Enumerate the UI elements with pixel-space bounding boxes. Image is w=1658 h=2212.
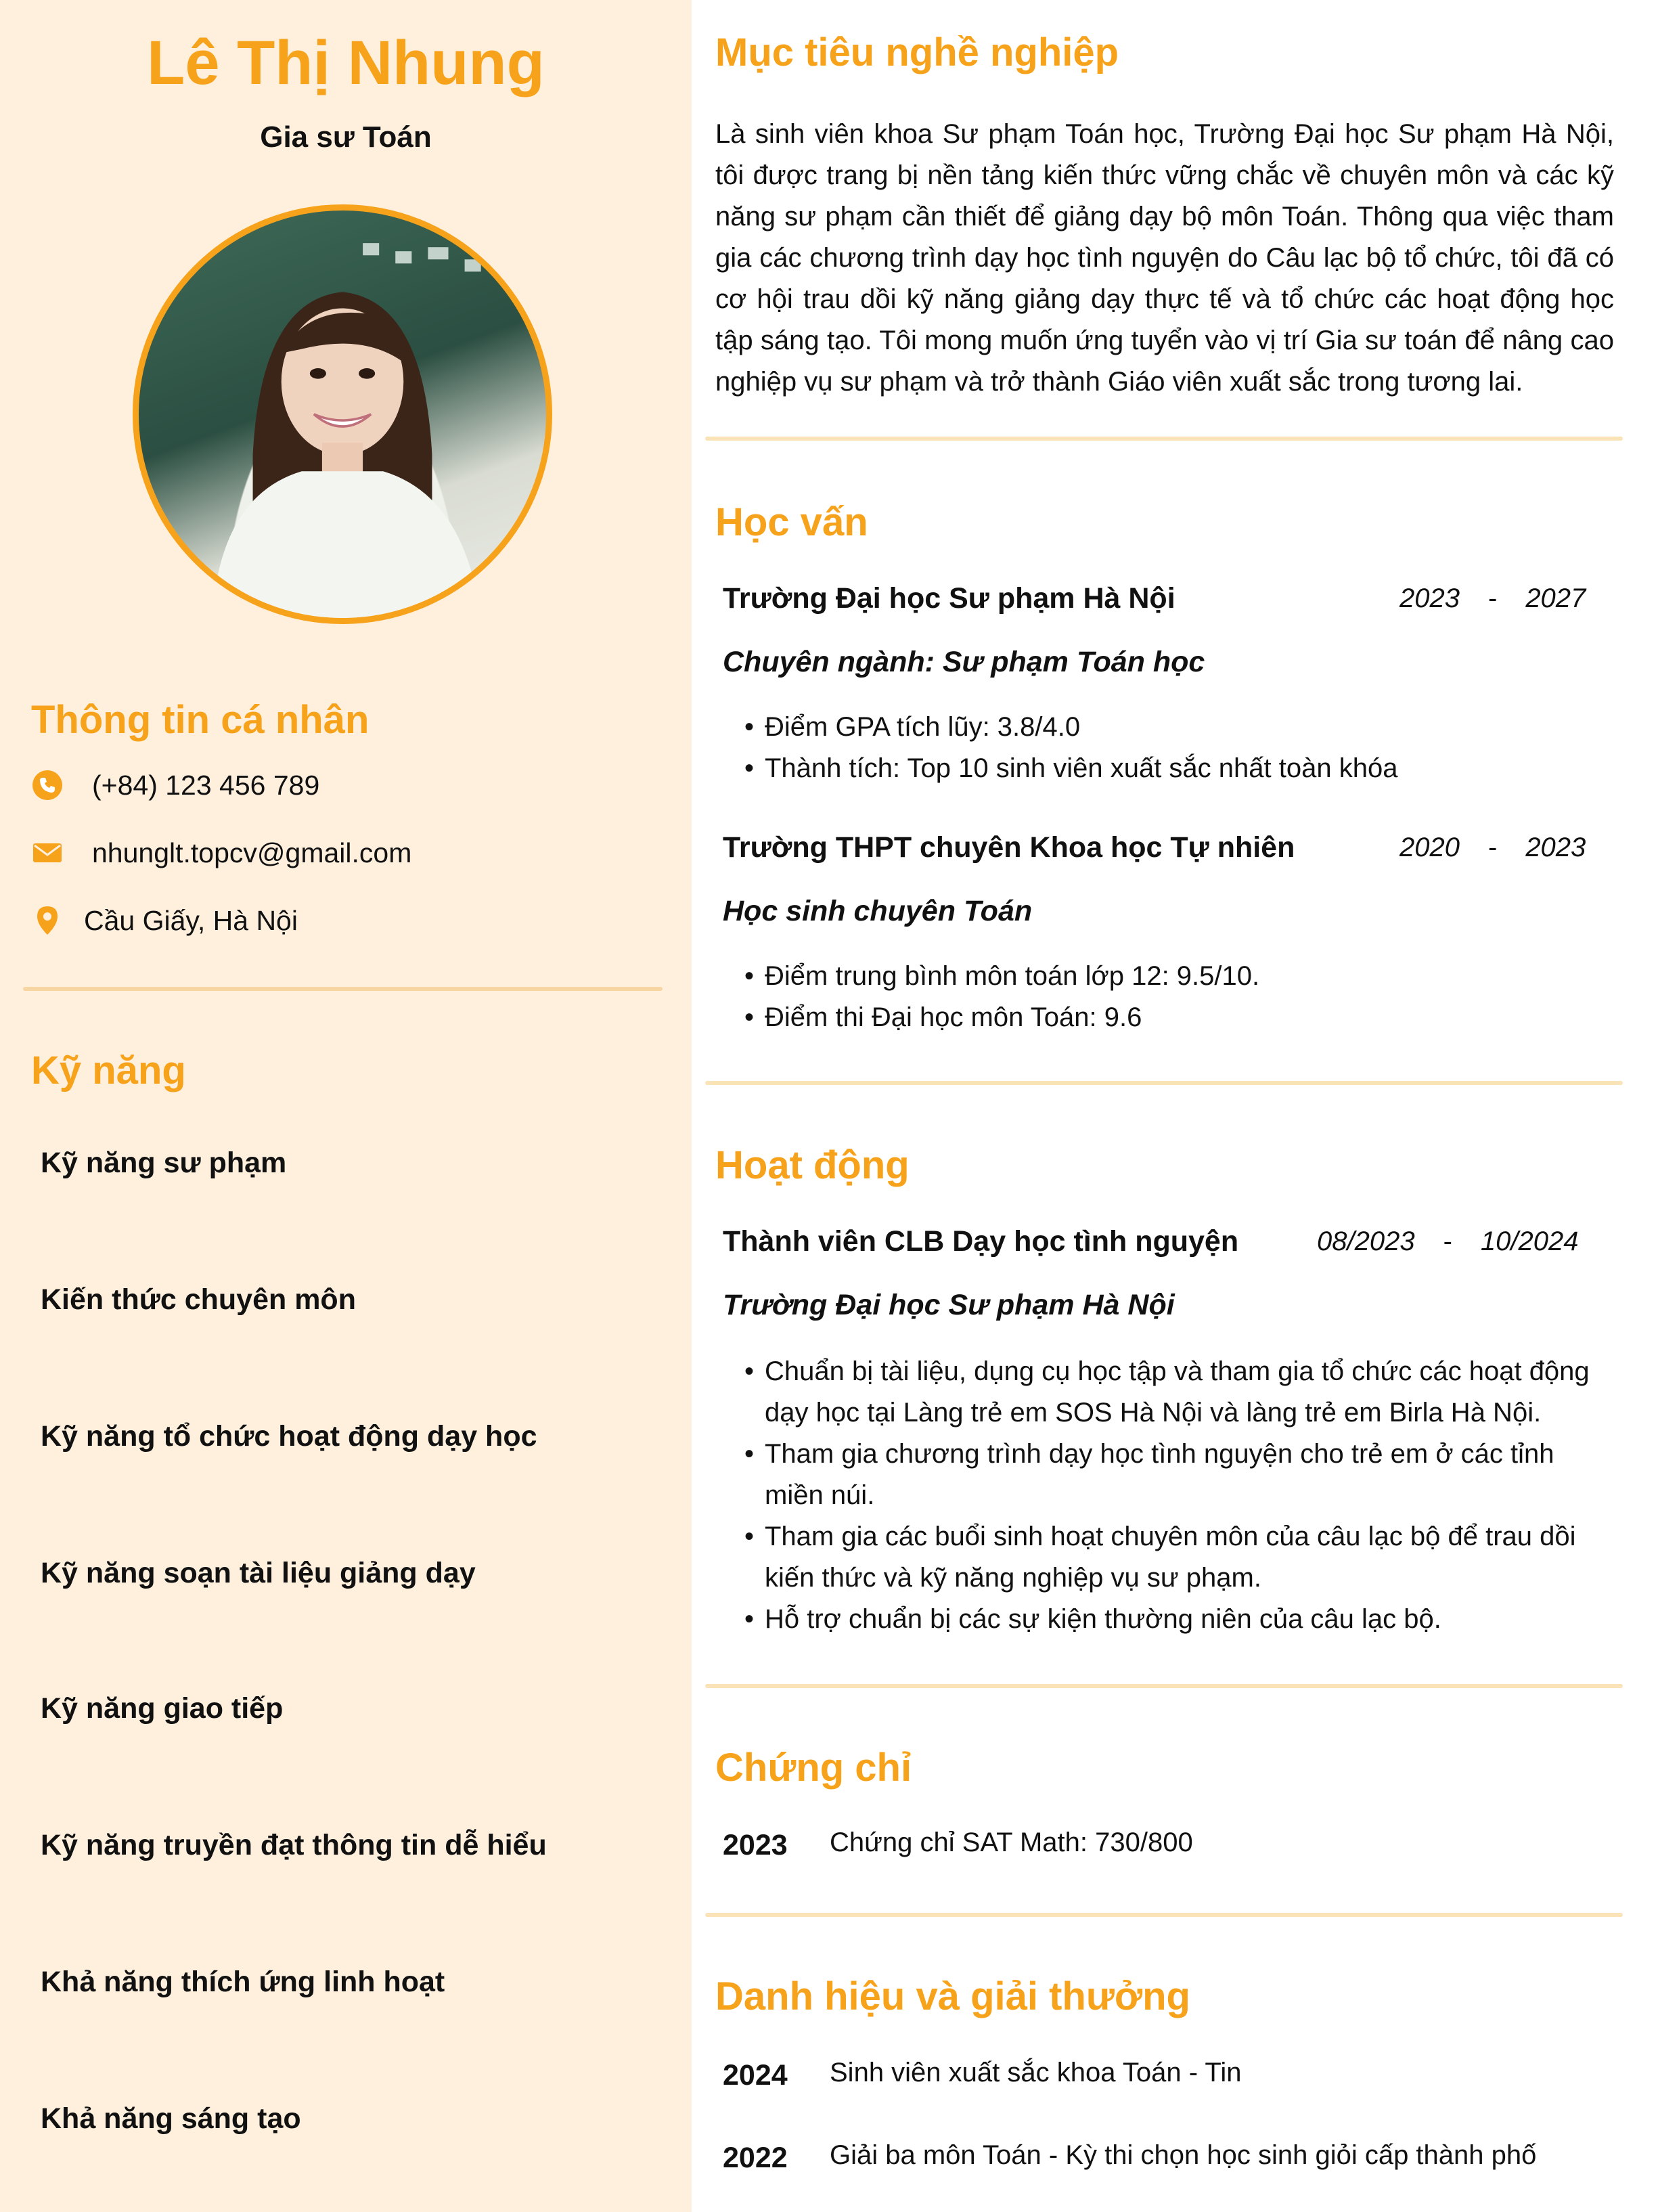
award-year: 2024 bbox=[723, 2059, 788, 2092]
avatar-portrait-illustration bbox=[139, 211, 546, 618]
sidebar-divider bbox=[23, 987, 663, 991]
objective-text: Là sinh viên khoa Sư phạm Toán học, Trường Đại học Sư phạm Hà Nội, tôi được trang bị nền tảng kiến thức vững chắc về chuyên môn và các kỹ năng sư phạm cần thiết để giảng dạy bộ môn Toán. Thông qua việc tham gia các chương trình dạy học tình nguyện do Câu lạc bộ tổ chức, tôi đã có cơ hội trau dồi kỹ năng giảng dạy thực tế và tổ chức các hoạt động học tập sáng tạo. Tôi mong muốn ứng tuyển vào vị trí Gia sư toán để nâng cao nghiệp vụ sư phạm và trở thành Giáo viên xuất sắc trong tương lai. bbox=[715, 119, 1614, 397]
education-heading: Học vấn bbox=[715, 500, 868, 544]
education-major: Chuyên ngành: Sư phạm Toán học bbox=[723, 646, 1205, 678]
list-item: • Tham gia chương trình dạy học tình nguyện cho trẻ em ở các tỉnh miền núi. bbox=[744, 1434, 1617, 1516]
activities-heading: Hoạt động bbox=[715, 1143, 910, 1187]
list-item: • Điểm trung bình môn toán lớp 12: 9.5/10. bbox=[744, 956, 1617, 997]
skill-item: Kỹ năng tổ chức hoạt động dạy học bbox=[41, 1420, 537, 1453]
education-dates bbox=[1399, 583, 1586, 614]
email-address: nhunglt.topcv@gmail.com bbox=[92, 837, 412, 868]
skills-heading: Kỹ năng bbox=[31, 1048, 186, 1092]
date-end: 2027 bbox=[1525, 583, 1586, 613]
date-end: 10/2024 bbox=[1480, 1226, 1579, 1256]
job-title: Gia sư Toán bbox=[260, 120, 432, 154]
contact-phone bbox=[31, 765, 319, 805]
activity-title: Thành viên CLB Dạy học tình nguyện bbox=[723, 1225, 1239, 1258]
contact-email bbox=[31, 833, 411, 873]
certificates-heading: Chứng chỉ bbox=[715, 1746, 912, 1790]
awards-heading: Danh hiệu và giải thưởng bbox=[715, 1974, 1190, 2018]
date-end: 2023 bbox=[1525, 833, 1586, 862]
date-separator: - bbox=[1443, 1226, 1452, 1256]
award-text: Giải ba môn Toán - Kỳ thi chọn học sinh giỏi cấp thành phố bbox=[830, 2140, 1537, 2170]
education-school: Trường Đại học Sư phạm Hà Nội bbox=[723, 582, 1175, 615]
avatar bbox=[133, 204, 552, 624]
section-divider bbox=[705, 1081, 1623, 1085]
skill-item: Kỹ năng soạn tài liệu giảng dạy bbox=[41, 1557, 476, 1589]
date-separator: - bbox=[1487, 583, 1498, 613]
activity-organization: Trường Đại học Sư phạm Hà Nội bbox=[723, 1289, 1175, 1321]
education-bullets bbox=[744, 956, 1617, 1038]
education-dates bbox=[1399, 833, 1586, 863]
list-item: • Thành tích: Top 10 sinh viên xuất sắc nhất toàn khóa bbox=[744, 748, 1617, 789]
list-item: • Chuẩn bị tài liệu, dụng cụ học tập và tham gia tổ chức các hoạt động dạy học tại Làng trẻ em SOS Hà Nội và làng trẻ em Birla Hà Nội. bbox=[744, 1351, 1617, 1434]
candidate-name: Lê Thị Nhung bbox=[147, 28, 545, 97]
skill-item: Kỹ năng giao tiếp bbox=[41, 1692, 284, 1725]
section-divider bbox=[705, 437, 1623, 441]
education-bullets bbox=[744, 707, 1617, 789]
date-start: 08/2023 bbox=[1317, 1226, 1415, 1256]
skill-item: Khả năng sáng tạo bbox=[41, 2102, 301, 2135]
activity-dates bbox=[1317, 1226, 1579, 1257]
phone-icon bbox=[31, 769, 64, 801]
certificate-text: Chứng chỉ SAT Math: 730/800 bbox=[830, 1828, 1193, 1857]
skill-item: Kỹ năng truyền đạt thông tin dễ hiểu bbox=[41, 1829, 547, 1861]
date-start: 2020 bbox=[1399, 833, 1460, 862]
list-item: • Hỗ trợ chuẩn bị các sự kiện thường niên của câu lạc bộ. bbox=[744, 1599, 1617, 1640]
objective-heading: Mục tiêu nghề nghiệp bbox=[715, 30, 1119, 74]
date-separator: - bbox=[1487, 833, 1498, 862]
award-text: Sinh viên xuất sắc khoa Toán - Tin bbox=[830, 2058, 1242, 2087]
activity-bullets bbox=[744, 1351, 1617, 1640]
education-major: Học sinh chuyên Toán bbox=[723, 895, 1033, 927]
date-start: 2023 bbox=[1399, 583, 1460, 613]
skill-item: Kỹ năng sư phạm bbox=[41, 1147, 287, 1179]
map-pin-icon bbox=[31, 904, 64, 937]
list-item: • Điểm GPA tích lũy: 3.8/4.0 bbox=[744, 707, 1617, 748]
phone-number: (+84) 123 456 789 bbox=[92, 769, 320, 801]
certificate-year: 2023 bbox=[723, 1829, 788, 1861]
education-school: Trường THPT chuyên Khoa học Tự nhiên bbox=[723, 831, 1295, 864]
skill-item: Khả năng thích ứng linh hoạt bbox=[41, 1966, 445, 1998]
award-year: 2022 bbox=[723, 2142, 788, 2174]
skill-item: Kiến thức chuyên môn bbox=[41, 1283, 356, 1316]
personal-info-heading: Thông tin cá nhân bbox=[31, 698, 369, 742]
envelope-icon bbox=[31, 837, 64, 869]
list-item: • Tham gia các buổi sinh hoạt chuyên môn của câu lạc bộ để trau dồi kiến thức và kỹ năng nghiệp vụ sư phạm. bbox=[744, 1516, 1617, 1599]
location-text: Cầu Giấy, Hà Nội bbox=[84, 904, 298, 936]
contact-location bbox=[31, 900, 298, 941]
list-item: • Điểm thi Đại học môn Toán: 9.6 bbox=[744, 997, 1617, 1038]
section-divider bbox=[705, 1913, 1623, 1917]
section-divider bbox=[705, 1684, 1623, 1688]
